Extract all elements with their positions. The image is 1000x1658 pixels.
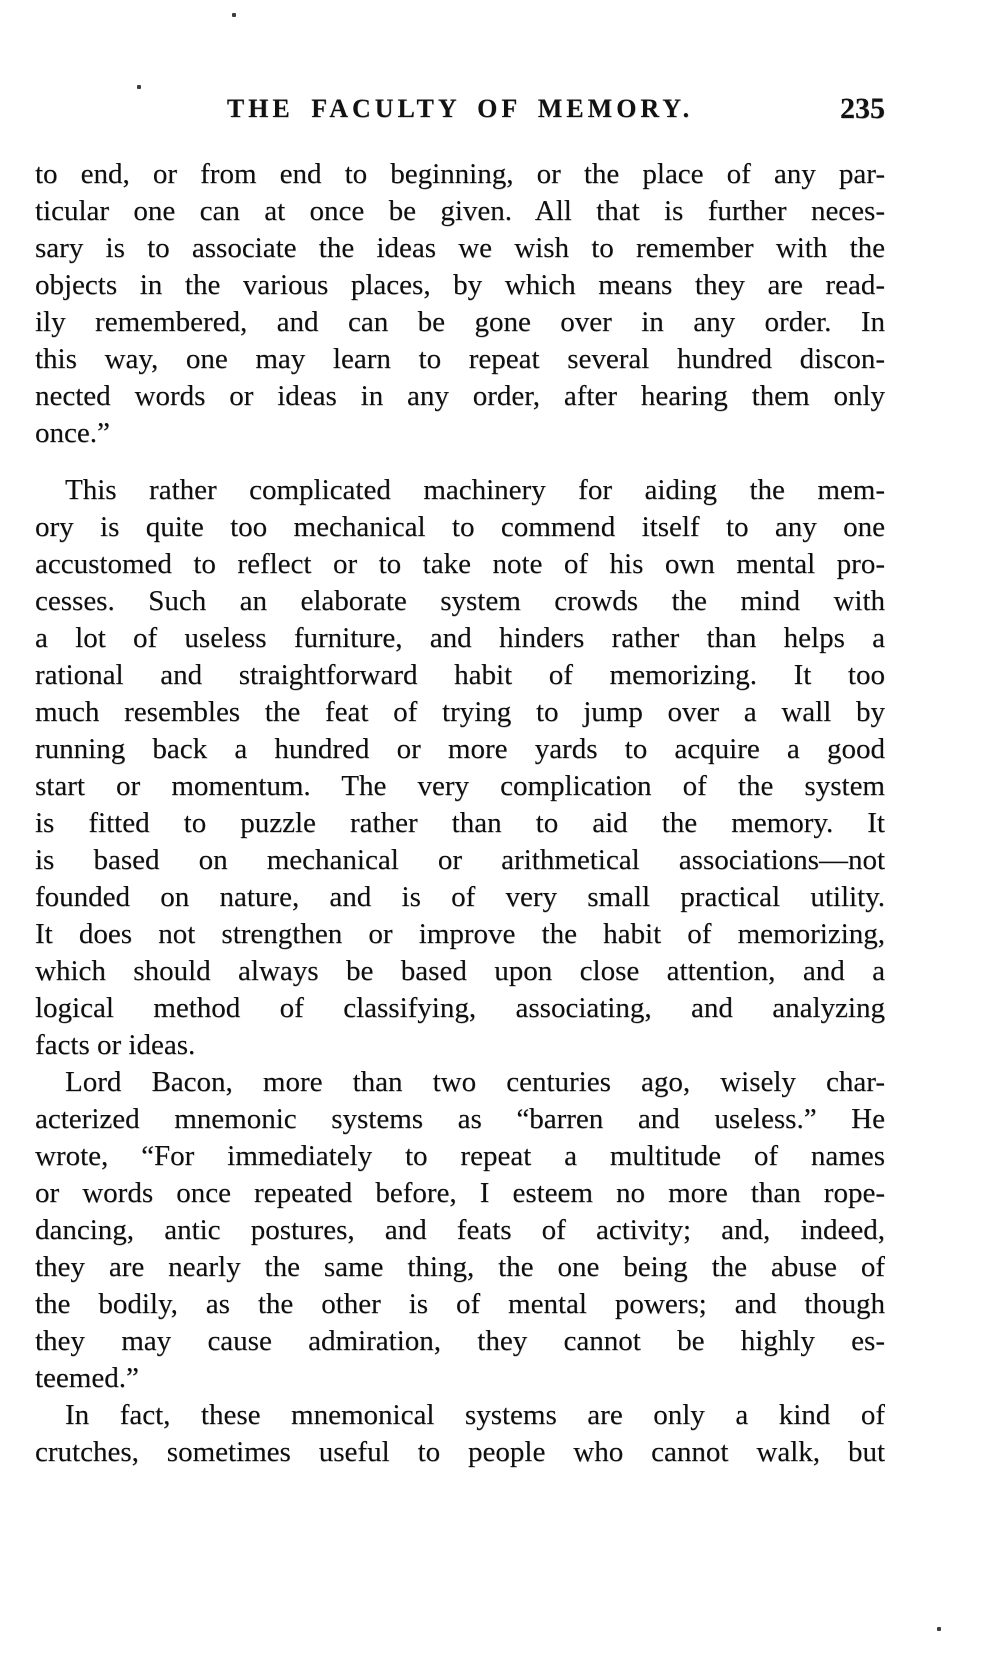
text-line: facts or ideas. [35, 1029, 196, 1061]
text-line: rational and straightforward habit of memorizing. It too [35, 659, 885, 691]
text-line: crutches, sometimes useful to people who cannot walk, but [35, 1436, 885, 1468]
scan-speck-2 [137, 85, 141, 89]
text-line: this way, one may learn to repeat several hundred discon- [35, 343, 885, 375]
text-line: sary is to associate the ideas we wish to remember with the [35, 232, 885, 264]
text-line: is based on mechanical or arithmetical associations—not [35, 844, 885, 876]
text-line: a lot of useless furniture, and hinders rather than helps a [35, 622, 885, 654]
text-line: ticular one can at once be given. All that is further neces- [35, 195, 885, 227]
text-line: to end, or from end to beginning, or the place of any par- [35, 158, 885, 190]
text-line: once.” [35, 417, 110, 449]
text-line: ily remembered, and can be gone over in any order. In [35, 306, 885, 338]
running-header-row [35, 94, 885, 128]
text-line: objects in the various places, by which means they are read- [35, 269, 885, 301]
text-line: acterized mnemonic systems as “barren and useless.” He [35, 1103, 885, 1135]
text-line: nected words or ideas in any order, after hearing them only [35, 380, 885, 412]
text-line: they may cause admiration, they cannot be highly es- [35, 1325, 885, 1357]
paragraph-2 [35, 472, 885, 1064]
text-line: founded on nature, and is of very small practical utility. [35, 881, 885, 913]
text-block [35, 156, 885, 1471]
text-line: is fitted to puzzle rather than to aid the memory. It [35, 807, 885, 839]
running-header-title: THE FACULTY OF MEMORY. [226, 94, 694, 123]
text-line: In fact, these mnemonical systems are only a kind of [65, 1399, 885, 1431]
paragraph-1 [35, 156, 885, 452]
text-line: cesses. Such an elaborate system crowds the mind with [35, 585, 885, 617]
text-line: accustomed to reflect or to take note of his own mental pro- [35, 548, 885, 580]
text-line: wrote, “For immediately to repeat a multitude of names [35, 1140, 885, 1172]
scan-speck-1 [232, 13, 236, 17]
text-line: Lord Bacon, more than two centuries ago, wisely char- [65, 1066, 885, 1098]
text-line: logical method of classifying, associating, and analyzing [35, 992, 885, 1024]
text-line: the bodily, as the other is of mental powers; and though [35, 1288, 885, 1320]
text-line: running back a hundred or more yards to acquire a good [35, 733, 885, 765]
text-line: ory is quite too mechanical to commend itself to any one [35, 511, 885, 543]
scan-speck-3 [937, 1627, 941, 1631]
text-line: they are nearly the same thing, the one being the abuse of [35, 1251, 885, 1283]
text-line: dancing, antic postures, and feats of activity; and, indeed, [35, 1214, 885, 1246]
paragraph-4 [35, 1397, 885, 1471]
text-line: or words once repeated before, I esteem no more than rope- [35, 1177, 885, 1209]
text-line: which should always be based upon close attention, and a [35, 955, 885, 987]
text-line: teemed.” [35, 1362, 139, 1394]
page-number: 235 [840, 92, 885, 125]
text-line: start or momentum. The very complication of the system [35, 770, 885, 802]
text-line: This rather complicated machinery for aiding the mem- [65, 474, 885, 506]
text-line: much resembles the feat of trying to jump over a wall by [35, 696, 885, 728]
text-line: It does not strengthen or improve the habit of memorizing, [35, 918, 885, 950]
paragraph-3 [35, 1064, 885, 1397]
